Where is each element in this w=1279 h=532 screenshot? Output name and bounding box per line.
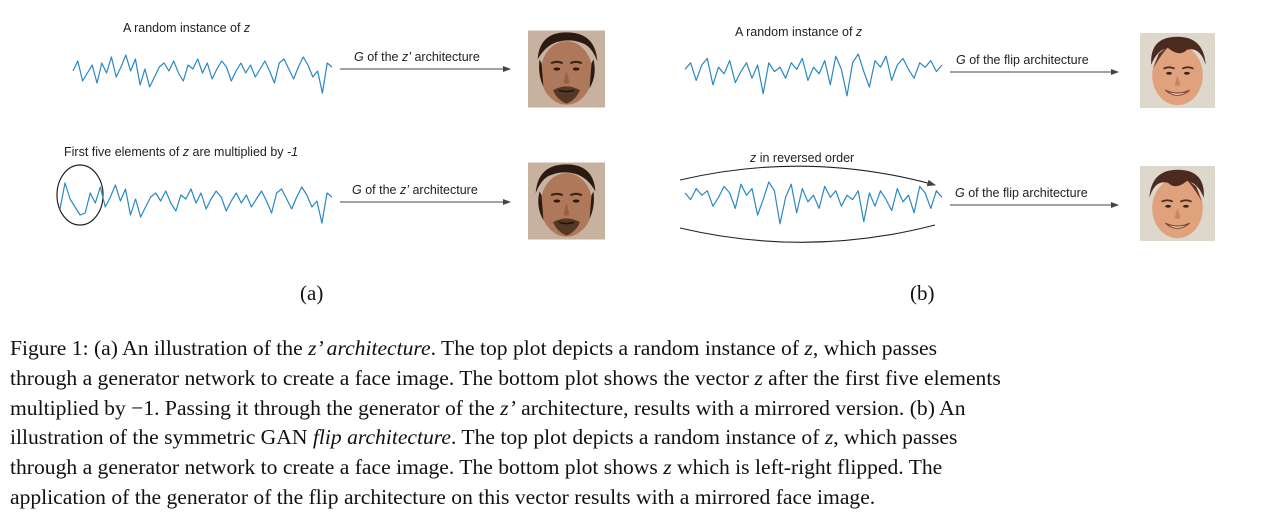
reverse-arc-bottom [680,225,935,242]
arrow-a-top-label: G of the z’ architecture [354,50,480,64]
panel-b-sublabel: (b) [910,281,935,305]
arrow-b-top-label: G of the flip architecture [956,53,1089,67]
panel-b-bottom-label: z in reversed order [750,151,855,165]
face-a-top-image [528,31,605,108]
panel-a-sublabel: (a) [300,281,324,305]
panel-a-bottom-label: First five elements of z are multiplied by -1 [64,145,299,159]
panel-b-top-label: A random instance of z [735,25,863,39]
figure-caption: Figure 1: (a) An illustration of the z’ architecture. The top plot depicts a random instance of z, which passes through a generator network to create a face image. The bottom plot shows the vector z after the first five elements multiplied by −1. Passing it through the generator of the z’ architecture, results with a mirrored version. (b) An illustration of the symmetric GAN flip architecture. The top plot depicts a random instance of z, which passes through a generator network to create a face image. The bottom plot shows z which is left-right flipped. The application of the generator of the flip architecture on this vector results with a mirrored face image. [10,336,1001,509]
signal-b-top [685,54,942,96]
panel-a-top-label: A random instance of z [123,21,251,35]
signal-a-top [73,55,332,93]
arrow-a-bottom-label: G of the z’ architecture [352,183,478,197]
face-a-bottom-image [528,163,605,240]
face-b-top-image [1140,33,1215,108]
face-b-bottom-image [1140,166,1215,241]
signal-a-bottom [60,183,332,223]
highlight-ellipse [57,165,103,225]
arrow-b-bottom-label: G of the flip architecture [955,186,1088,200]
signal-b-bottom [685,182,942,224]
reverse-arc-top [680,166,935,185]
